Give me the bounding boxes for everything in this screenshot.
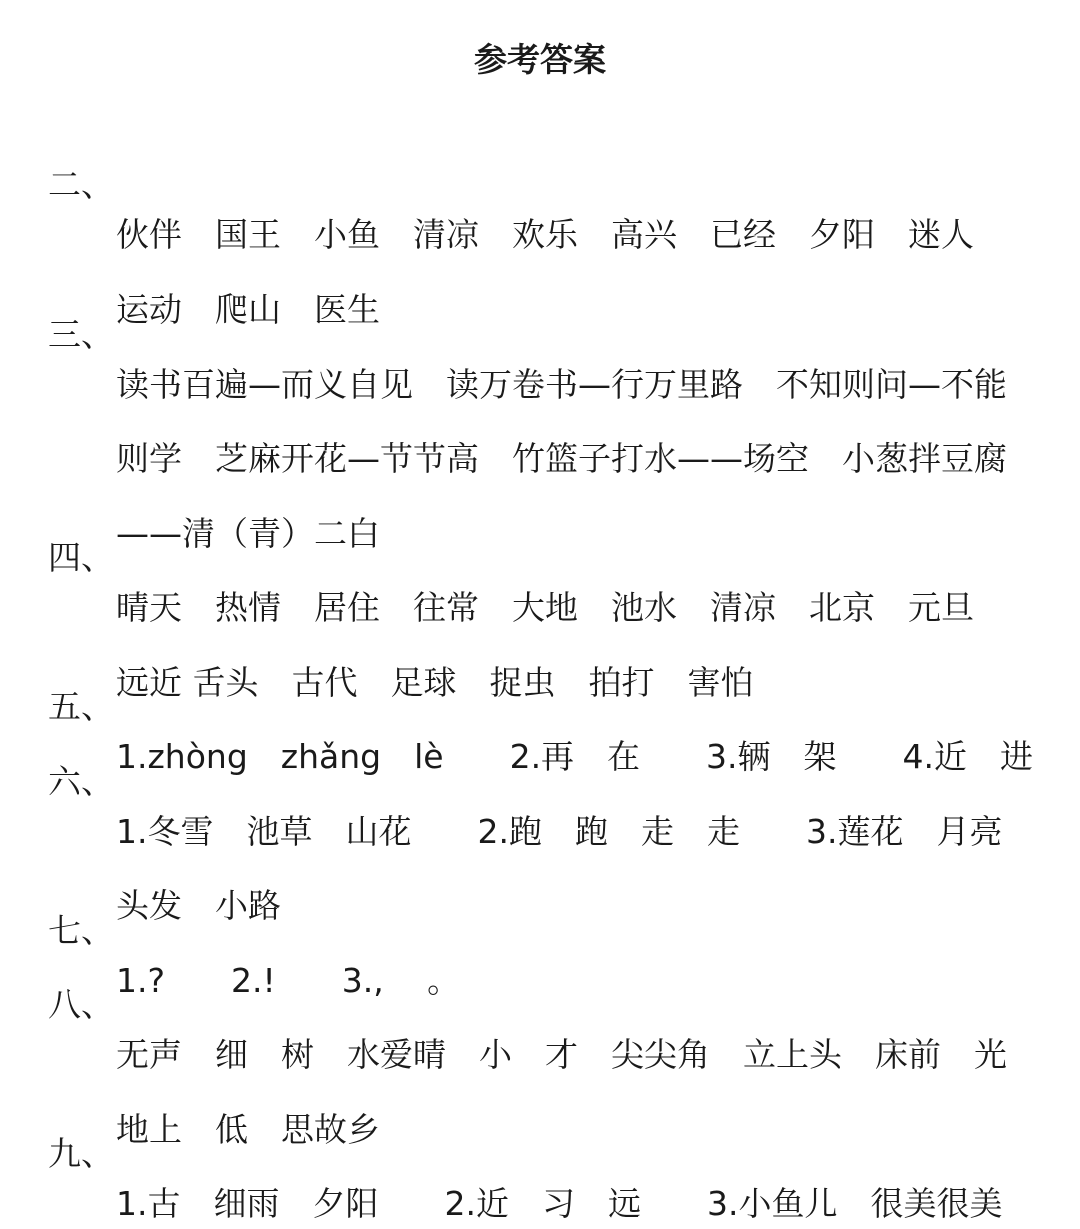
- answer-line: [0, 185, 380, 329]
- answer-text: 1.zhòng zhǎng lè 2.再 在 3.辆 架 4.近 进: [116, 737, 1034, 776]
- answer-text: 读书百遍—而义自见 读万卷书—行万里路 不知则问—不能: [116, 365, 1007, 404]
- section-label: 四、: [48, 538, 114, 577]
- answer-text: 地上 低 思故乡: [116, 1110, 380, 1149]
- answer-line: [0, 781, 281, 925]
- answer-text: 伙伴 国王 小鱼 清凉 欢乐 高兴 已经 夕阳 迷人: [116, 215, 974, 254]
- answer-text: 远近 舌头 古代 足球 捉虫 拍打 害怕: [116, 663, 754, 702]
- answer-text: 1.冬雪 池草 山花 2.跑 跑 走 走 3.莲花 月亮: [116, 812, 1003, 851]
- answer-text: 1.古 细雨 夕阳 2.近 习 远 3.小鱼儿 很美很美: [116, 1184, 1003, 1223]
- answer-text: ——清（青）二白: [116, 514, 380, 553]
- section-label: 五、: [48, 687, 114, 726]
- section-label: 二、: [48, 165, 114, 204]
- answer-line: [0, 1005, 380, 1149]
- answer-line: [0, 409, 380, 553]
- section-label: 九、: [48, 1134, 114, 1173]
- answer-text: 头发 小路: [116, 886, 281, 925]
- section-label: 七、: [48, 911, 114, 950]
- section-label: 六、: [48, 762, 114, 801]
- answer-text: 1.? 2.! 3., 。: [116, 961, 461, 1000]
- answer-text: 则学 芝麻开花—节节高 竹篮子打水——场空 小葱拌豆腐: [116, 439, 1007, 478]
- section-label: 三、: [48, 315, 114, 354]
- answer-line: [0, 110, 974, 254]
- section-label: 八、: [48, 985, 114, 1024]
- answer-text: 运动 爬山 医生: [116, 290, 380, 329]
- answer-text: 无声 细 树 水爱晴 小 才 尖尖角 立上头 床前 光: [116, 1035, 1007, 1074]
- page-title: 参考答案: [474, 40, 606, 79]
- answer-text: 晴天 热情 居住 往常 大地 池水 清凉 北京 元旦: [116, 588, 974, 627]
